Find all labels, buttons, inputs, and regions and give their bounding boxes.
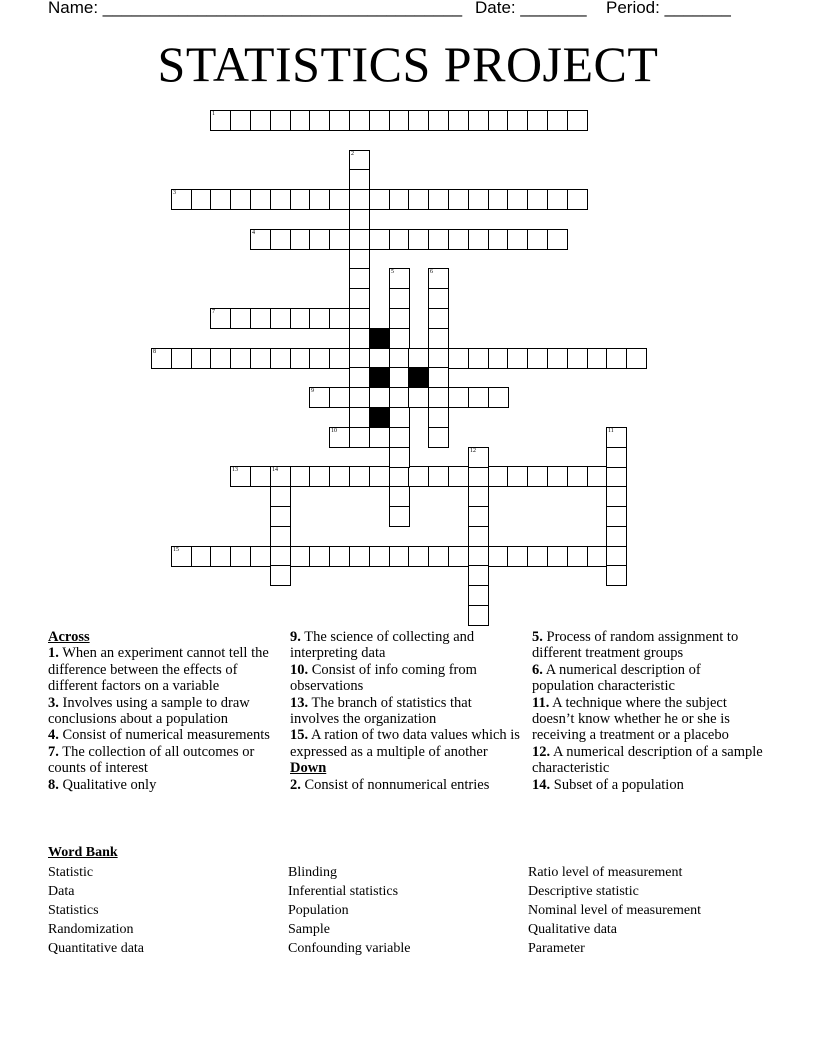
- crossword-cell[interactable]: [191, 189, 212, 210]
- crossword-cell[interactable]: [606, 427, 627, 448]
- crossword-cell[interactable]: [408, 189, 429, 210]
- crossword-cell[interactable]: [606, 348, 627, 369]
- crossword-cell[interactable]: [290, 189, 311, 210]
- crossword-cell[interactable]: [250, 546, 271, 567]
- crossword-cell[interactable]: [389, 506, 410, 527]
- crossword-cell[interactable]: [349, 367, 370, 388]
- crossword-cell[interactable]: [349, 546, 370, 567]
- crossword-cell[interactable]: [389, 427, 410, 448]
- crossword-cell[interactable]: [587, 348, 608, 369]
- clue-across-9: 9. The science of collecting and interpreting data: [290, 629, 475, 662]
- crossword-cell[interactable]: [428, 367, 449, 388]
- crossword-cell[interactable]: [488, 110, 509, 131]
- crossword-cell[interactable]: [309, 387, 330, 408]
- crossword-cell[interactable]: [369, 466, 390, 487]
- crossword-block: [369, 407, 390, 428]
- crossword-cell[interactable]: [468, 229, 489, 250]
- crossword-cell[interactable]: [468, 506, 489, 527]
- word-bank-item: Confounding variable: [288, 941, 411, 956]
- crossword-cell[interactable]: [428, 110, 449, 131]
- crossword-cell[interactable]: [230, 546, 251, 567]
- crossword-cell[interactable]: [171, 546, 192, 567]
- word-bank-item: Statistic: [48, 865, 94, 880]
- crossword-cell[interactable]: [468, 546, 489, 567]
- clue-across-7: 7. The collection of all outcomes or counts of interest: [48, 743, 255, 777]
- crossword-cell[interactable]: [389, 447, 410, 468]
- across-heading: Across: [48, 629, 90, 645]
- crossword-cell[interactable]: [587, 546, 608, 567]
- crossword-cell[interactable]: [389, 308, 410, 329]
- crossword-cell[interactable]: [488, 348, 509, 369]
- crossword-cell[interactable]: [408, 546, 429, 567]
- crossword-cell[interactable]: [191, 348, 212, 369]
- word-bank-item: Qualitative data: [528, 922, 618, 937]
- word-bank-item: Randomization: [48, 922, 134, 937]
- crossword-cell[interactable]: [329, 427, 350, 448]
- crossword-cell[interactable]: [309, 110, 330, 131]
- crossword-cell[interactable]: [290, 110, 311, 131]
- crossword-cell[interactable]: [448, 387, 469, 408]
- clue-down-12: 12. A numerical description of a sample characteristic: [532, 743, 763, 777]
- crossword-cell[interactable]: [230, 189, 251, 210]
- crossword-cell[interactable]: [428, 288, 449, 309]
- crossword-cell[interactable]: [210, 308, 231, 329]
- crossword-cell[interactable]: [250, 229, 271, 250]
- crossword-cell[interactable]: [468, 565, 489, 586]
- cell-number: 4: [252, 230, 255, 236]
- crossword-cell[interactable]: [329, 110, 350, 131]
- cell-number: 3: [173, 190, 176, 196]
- crossword-cell[interactable]: [210, 348, 231, 369]
- crossword-cell[interactable]: [527, 348, 548, 369]
- crossword-cell[interactable]: [567, 546, 588, 567]
- crossword-cell[interactable]: [210, 189, 231, 210]
- crossword-cell[interactable]: [468, 387, 489, 408]
- word-bank-item: Ratio level of measurement: [528, 865, 683, 880]
- crossword-cell[interactable]: [606, 486, 627, 507]
- crossword-cell[interactable]: [389, 546, 410, 567]
- crossword-cell[interactable]: [606, 447, 627, 468]
- cell-number: 12: [470, 448, 476, 454]
- crossword-cell[interactable]: [428, 387, 449, 408]
- crossword-cell[interactable]: [527, 546, 548, 567]
- crossword-cell[interactable]: [448, 189, 469, 210]
- clue-across-1: 1. When an experiment cannot tell the difference between the effects of different factors on a variable: [48, 645, 269, 695]
- cell-number: 15: [173, 547, 179, 553]
- cell-number: 6: [430, 269, 433, 275]
- crossword-cell[interactable]: [349, 150, 370, 171]
- crossword-cell[interactable]: [606, 466, 627, 487]
- crossword-cell[interactable]: [270, 466, 291, 487]
- crossword-cell[interactable]: [290, 466, 311, 487]
- clue-down-2: 2. Consist of nonnumerical entries: [290, 776, 490, 793]
- date-field[interactable]: Date: _______: [475, 0, 587, 17]
- crossword-cell[interactable]: [290, 546, 311, 567]
- word-bank-item: Blinding: [288, 865, 338, 880]
- word-bank-column-2: [288, 863, 410, 958]
- crossword-cell[interactable]: [369, 427, 390, 448]
- crossword-cell[interactable]: [547, 229, 568, 250]
- crossword-cell[interactable]: [428, 427, 449, 448]
- crossword-cell[interactable]: [349, 110, 370, 131]
- crossword-cell[interactable]: [230, 110, 251, 131]
- page-title: STATISTICS PROJECT: [157, 36, 659, 92]
- crossword-cell[interactable]: [408, 110, 429, 131]
- crossword-cell[interactable]: [389, 288, 410, 309]
- crossword-cell[interactable]: [270, 546, 291, 567]
- crossword-cell[interactable]: [250, 308, 271, 329]
- crossword-cell[interactable]: [507, 466, 528, 487]
- crossword-cell[interactable]: [270, 565, 291, 586]
- crossword-cell[interactable]: [527, 189, 548, 210]
- word-bank-item: Nominal level of measurement: [528, 903, 701, 918]
- crossword-cell[interactable]: [468, 348, 489, 369]
- cell-number: 5: [391, 269, 394, 275]
- crossword-cell[interactable]: [428, 407, 449, 428]
- crossword-cell[interactable]: [428, 308, 449, 329]
- word-bank-item: Population: [288, 903, 349, 918]
- crossword-cell[interactable]: [408, 229, 429, 250]
- crossword-cell[interactable]: [329, 308, 350, 329]
- word-bank-heading: Word Bank: [48, 845, 118, 860]
- crossword-cell[interactable]: [309, 229, 330, 250]
- word-bank-item: Statistics: [48, 903, 99, 918]
- crossword-cell[interactable]: [507, 189, 528, 210]
- crossword-cell[interactable]: [547, 110, 568, 131]
- crossword-cell[interactable]: [389, 466, 410, 487]
- crossword-cell[interactable]: [349, 328, 370, 349]
- clue-down-14: 14. Subset of a population: [532, 776, 684, 793]
- crossword-cell[interactable]: [408, 466, 429, 487]
- crossword-cell[interactable]: [606, 565, 627, 586]
- crossword-cell[interactable]: [547, 546, 568, 567]
- crossword-cell[interactable]: [309, 546, 330, 567]
- crossword-cell[interactable]: [349, 308, 370, 329]
- crossword-cell[interactable]: [329, 229, 350, 250]
- crossword-cell[interactable]: [270, 486, 291, 507]
- crossword-cell[interactable]: [448, 229, 469, 250]
- cell-number: 10: [331, 428, 337, 434]
- crossword-cell[interactable]: [349, 427, 370, 448]
- crossword-cell[interactable]: [507, 348, 528, 369]
- crossword-cell[interactable]: [250, 466, 271, 487]
- crossword-cell[interactable]: [349, 348, 370, 369]
- crossword-cell[interactable]: [309, 189, 330, 210]
- crossword-cell[interactable]: [547, 466, 568, 487]
- crossword-cell[interactable]: [210, 110, 231, 131]
- word-bank-column-1: [48, 863, 144, 958]
- crossword-cell[interactable]: [626, 348, 647, 369]
- crossword-cell[interactable]: [507, 110, 528, 131]
- clue-across-13: 13. The branch of statistics that involves the organization: [290, 694, 472, 728]
- crossword-cell[interactable]: [191, 546, 212, 567]
- clue-down-11: 11. A technique where the subject doesn’t know whether he or she is receiving a treatment or a placebo: [532, 694, 730, 744]
- clue-across-8: 8. Qualitative only: [48, 776, 157, 793]
- cell-number: 13: [232, 467, 238, 473]
- crossword-cell[interactable]: [171, 348, 192, 369]
- crossword-cell[interactable]: [468, 447, 489, 468]
- cell-number: 2: [351, 151, 354, 157]
- crossword-cell[interactable]: [270, 348, 291, 369]
- crossword-cell[interactable]: [468, 585, 489, 606]
- clue-down-6: 6. A numerical description of population characteristic: [532, 661, 701, 695]
- crossword-cell[interactable]: [468, 466, 489, 487]
- crossword-cell[interactable]: [567, 110, 588, 131]
- word-bank-item: Inferential statistics: [288, 884, 399, 899]
- clue-across-3: 3. Involves using a sample to draw conclusions about a population: [48, 694, 250, 728]
- crossword-cell[interactable]: [230, 308, 251, 329]
- crossword-cell[interactable]: [349, 169, 370, 190]
- crossword-cell[interactable]: [428, 348, 449, 369]
- crossword-cell[interactable]: [270, 229, 291, 250]
- crossword-cell[interactable]: [309, 308, 330, 329]
- crossword-cell[interactable]: [389, 348, 410, 369]
- crossword-cell[interactable]: [349, 288, 370, 309]
- crossword-cell[interactable]: [349, 268, 370, 289]
- crossword-cell[interactable]: [329, 466, 350, 487]
- crossword-cell[interactable]: [369, 110, 390, 131]
- crossword-cell[interactable]: [250, 348, 271, 369]
- crossword-cell[interactable]: [448, 110, 469, 131]
- crossword-cell[interactable]: [428, 229, 449, 250]
- crossword-cell[interactable]: [349, 209, 370, 230]
- down-heading: Down: [290, 760, 327, 777]
- crossword-cell[interactable]: [488, 466, 509, 487]
- cell-number: 1: [212, 111, 215, 117]
- crossword-cell[interactable]: [349, 249, 370, 270]
- crossword-cell[interactable]: [408, 348, 429, 369]
- crossword-cell[interactable]: [428, 546, 449, 567]
- name-field[interactable]: Name: ______________________________________: [48, 0, 463, 17]
- crossword-cell[interactable]: [349, 229, 370, 250]
- crossword-cell[interactable]: [369, 348, 390, 369]
- crossword-cell[interactable]: [428, 268, 449, 289]
- crossword-cell[interactable]: [468, 605, 489, 626]
- crossword-cell[interactable]: [349, 407, 370, 428]
- crossword-cell[interactable]: [389, 486, 410, 507]
- crossword-block: [369, 328, 390, 349]
- word-bank-item: Descriptive statistic: [528, 884, 639, 899]
- crossword-cell[interactable]: [389, 268, 410, 289]
- cell-number: 9: [311, 388, 314, 394]
- crossword-cell[interactable]: [369, 189, 390, 210]
- crossword-cell[interactable]: [527, 466, 548, 487]
- cell-number: 11: [608, 428, 614, 434]
- crossword-cell[interactable]: [369, 229, 390, 250]
- cell-number: 8: [153, 349, 156, 355]
- clue-across-4: 4. Consist of numerical measurements: [48, 727, 270, 744]
- crossword-cell[interactable]: [389, 367, 410, 388]
- crossword-cell[interactable]: [329, 348, 350, 369]
- crossword-cell[interactable]: [389, 407, 410, 428]
- crossword-cell[interactable]: [389, 387, 410, 408]
- word-bank-item: Parameter: [528, 941, 585, 956]
- crossword-cell[interactable]: [290, 348, 311, 369]
- crossword-cell[interactable]: [349, 387, 370, 408]
- crossword-cell[interactable]: [210, 546, 231, 567]
- crossword-cell[interactable]: [507, 546, 528, 567]
- clue-down-5: 5. Process of random assignment to different treatment groups: [532, 629, 739, 662]
- crossword-cell[interactable]: [507, 229, 528, 250]
- crossword-cell[interactable]: [606, 546, 627, 567]
- crossword-cell[interactable]: [428, 189, 449, 210]
- crossword-cell[interactable]: [606, 506, 627, 527]
- word-bank-item: Data: [48, 884, 75, 899]
- crossword-cell[interactable]: [389, 189, 410, 210]
- crossword-cell[interactable]: [448, 466, 469, 487]
- crossword-cell[interactable]: [329, 189, 350, 210]
- crossword-block: [369, 367, 390, 388]
- crossword-cell[interactable]: [428, 466, 449, 487]
- crossword-cell[interactable]: [151, 348, 172, 369]
- crossword-cell[interactable]: [488, 546, 509, 567]
- crossword-cell[interactable]: [171, 189, 192, 210]
- crossword-cell[interactable]: [547, 189, 568, 210]
- crossword-cell[interactable]: [606, 526, 627, 547]
- crossword-cell[interactable]: [270, 189, 291, 210]
- crossword-cell[interactable]: [230, 348, 251, 369]
- crossword-cell[interactable]: [309, 466, 330, 487]
- crossword-cell[interactable]: [309, 348, 330, 369]
- cell-number: 7: [212, 309, 215, 315]
- crossword-cell[interactable]: [468, 110, 489, 131]
- crossword-cell[interactable]: [567, 348, 588, 369]
- crossword-cell[interactable]: [488, 189, 509, 210]
- crossword-cell[interactable]: [468, 189, 489, 210]
- crossword-cell[interactable]: [389, 110, 410, 131]
- crossword-cell[interactable]: [329, 387, 350, 408]
- word-bank-item: Sample: [288, 922, 330, 937]
- crossword-cell[interactable]: [329, 546, 350, 567]
- crossword-cell[interactable]: [448, 546, 469, 567]
- crossword-cell[interactable]: [389, 328, 410, 349]
- crossword-cell[interactable]: [270, 526, 291, 547]
- crossword-cell[interactable]: [587, 466, 608, 487]
- crossword-cell[interactable]: [468, 486, 489, 507]
- crossword-cell[interactable]: [567, 189, 588, 210]
- crossword-cell[interactable]: [369, 546, 390, 567]
- crossword-cell[interactable]: [270, 110, 291, 131]
- crossword-cell[interactable]: [527, 110, 548, 131]
- crossword-cell[interactable]: [349, 466, 370, 487]
- crossword-cell[interactable]: [290, 308, 311, 329]
- crossword-cell[interactable]: [349, 189, 370, 210]
- period-field[interactable]: Period: _______: [606, 0, 731, 17]
- crossword-cell[interactable]: [250, 189, 271, 210]
- clue-across-10: 10. Consist of info coming from observations: [290, 661, 477, 695]
- cell-number: 14: [272, 467, 278, 473]
- crossword-cell[interactable]: [567, 466, 588, 487]
- crossword-cell[interactable]: [290, 229, 311, 250]
- crossword-cell[interactable]: [527, 229, 548, 250]
- word-bank-column-3: [528, 863, 701, 958]
- crossword-cell[interactable]: [250, 110, 271, 131]
- crossword-block: [408, 367, 429, 388]
- crossword-cell[interactable]: [468, 526, 489, 547]
- crossword-cell[interactable]: [448, 348, 469, 369]
- clue-across-15: 15. A ration of two data values which is expressed as a multiple of another: [290, 727, 520, 760]
- word-bank-item: Quantitative data: [48, 941, 145, 956]
- crossword-cell[interactable]: [488, 387, 509, 408]
- crossword-cell[interactable]: [547, 348, 568, 369]
- crossword-cell[interactable]: [270, 308, 291, 329]
- crossword-cell[interactable]: [369, 387, 390, 408]
- crossword-cell[interactable]: [270, 506, 291, 527]
- crossword-cell[interactable]: [389, 229, 410, 250]
- crossword-cell[interactable]: [408, 387, 429, 408]
- crossword-cell[interactable]: [230, 466, 251, 487]
- crossword-cell[interactable]: [428, 328, 449, 349]
- crossword-cell[interactable]: [488, 229, 509, 250]
